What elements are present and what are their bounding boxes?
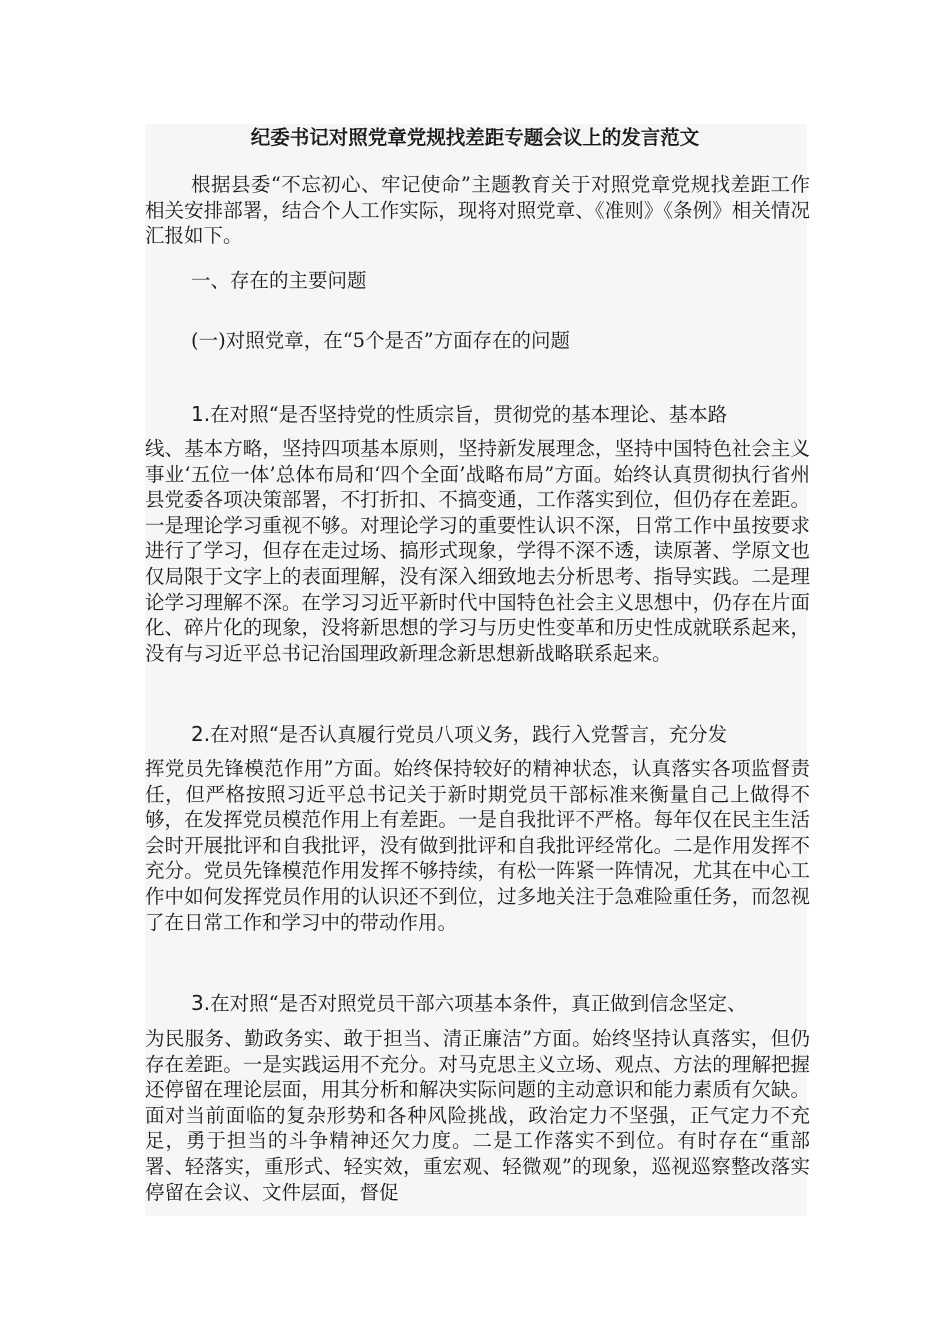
item-1-number: 1. xyxy=(191,402,211,426)
item-2-lead: 在对照“是否认真履行党员八项义务，践行入党誓言，充分发 xyxy=(210,723,728,746)
subsection-heading: (一)对照党章，在“5个是否”方面存在的问题 xyxy=(191,329,571,352)
item-2-first-line xyxy=(191,721,727,748)
item-1-body: 线、基本方略，坚持四项基本原则，坚持新发展理念，坚持中国特色社会主义事业‘五位一体’总体布局和‘四个全面’战略布局”方面。始终认真贯彻执行省州县党委各项决策部署，不打折扣、不搞变通，工作落实到位，但仍存在差距。一是理论学习重视不够。对理论学习的重要性认识不深，日常工作中虽按要求进行了学习，但存在走过场、搞形式现象，学得不深不透，读原著、学原文也仅局限于文字上的表面理解，没有深入细致地去分析思考、指导实践。二是理论学习理解不深。在学习习近平新时代中国特色社会主义思想中，仍存在片面化、碎片化的现象，没将新思想的学习与历史性变革和历史性成就联系起来，没有与习近平总书记治国理政新理念新思想新战略联系起来。 xyxy=(145,437,810,665)
item-3-first-line xyxy=(191,990,747,1017)
item-2-number: 2. xyxy=(191,722,211,746)
item-1-first-line xyxy=(191,401,727,428)
item-3-number: 3. xyxy=(191,991,211,1015)
item-1-lead: 在对照“是否坚持党的性质宗旨，贯彻党的基本理论、基本路 xyxy=(210,403,728,426)
item-3-lead: 在对照“是否对照党员干部六项基本条件，真正做到信念坚定、 xyxy=(210,992,747,1015)
intro-paragraph: 根据县委“不忘初心、牢记使命”主题教育关于对照党章党规找差距工作相关安排部署，结合个人工作实际，现将对照党章、《准则》《条例》相关情况汇报如下。 xyxy=(145,173,810,248)
item-2-body: 挥党员先锋模范作用”方面。始终保持较好的精神状态，认真落实各项监督责任，但严格按照习近平总书记关于新时期党员干部标准来衡量自己上做得不够，在发挥党员模范作用上有差距。一是自我批评不严格。每年仅在民主生活会时开展批评和自我批评，没有做到批评和自我批评经常化。二是作用发挥不充分。党员先锋模范作用发挥不够持续，有松一阵紧一阵情况，尤其在中心工作中如何发挥党员作用的认识还不到位，过多地关注于急难险重任务，而忽视了在日常工作和学习中的带动作用。 xyxy=(145,757,810,934)
item-3-body: 为民服务、勤政务实、敢于担当、清正廉洁”方面。始终坚持认真落实，但仍存在差距。一是实践运用不充分。对马克思主义立场、观点、方法的理解把握还停留在理论层面，用其分析和解决实际问题的主动意识和能力素质有欠缺。面对当前面临的复杂形势和各种风险挑战，政治定力不坚强，正气定力不充足，勇于担当的斗争精神还欠力度。二是工作落实不到位。有时存在“重部署、轻落实，重形式、轻实效，重宏观、轻微观”的现象，巡视巡察整改落实停留在会议、文件层面，督促 xyxy=(145,1027,810,1204)
document-title: 纪委书记对照党章党规找差距专题会议上的发言范文 xyxy=(250,126,700,149)
section-heading: 一、存在的主要问题 xyxy=(191,269,367,292)
